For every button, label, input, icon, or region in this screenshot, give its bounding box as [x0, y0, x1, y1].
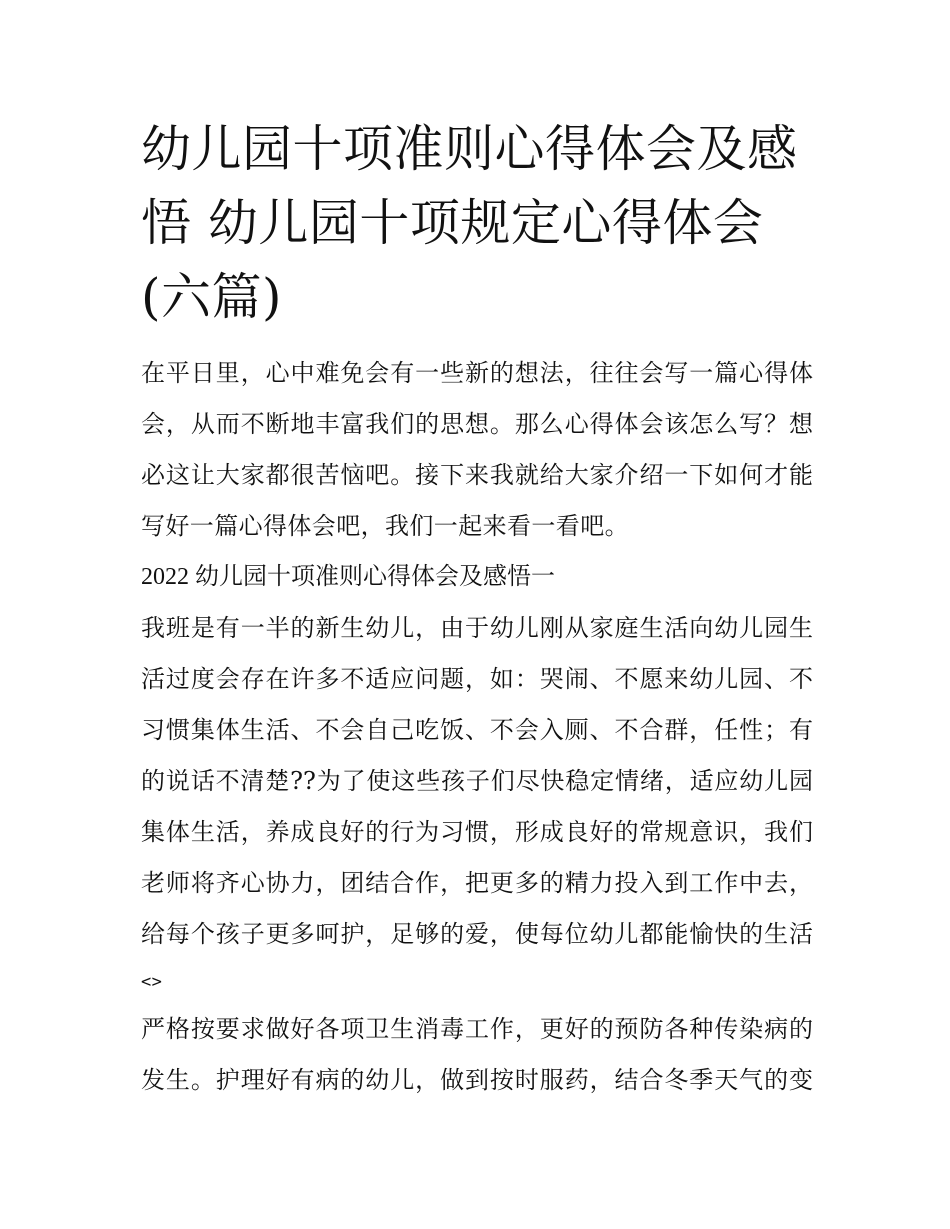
closing-line: 发生。护理好有病的幼儿，做到按时服药，结合冬季天气的变	[141, 1066, 813, 1094]
title-line: 悟 幼儿园十项规定心得体会	[141, 194, 764, 252]
section-line: 我班是有一半的新生幼儿，由于幼儿刚从家庭生活向幼儿园生	[141, 614, 813, 642]
document-body	[141, 348, 813, 1106]
title-line: 幼儿园十项准则心得体会及感	[141, 120, 798, 178]
intro-line: 必这让大家都很苦恼吧。接下来我就给大家介绍一下如何才能	[141, 461, 813, 489]
document-title	[141, 112, 813, 334]
intro-line: 会，从而不断地丰富我们的思想。那么心得体会该怎么写？想	[141, 410, 813, 438]
intro-line: 在平日里，心中难免会有一些新的想法，往往会写一篇心得体	[141, 359, 813, 387]
section-line: 的说话不清楚??为了使这些孩子们尽快稳定情绪，适应幼儿园	[141, 767, 813, 795]
intro-line: 写好一篇心得体会吧，我们一起来看一看吧。	[141, 512, 629, 540]
section-line: 活过度会存在许多不适应问题，如：哭闹、不愿来幼儿园、不	[141, 665, 813, 693]
section-heading: 2022 幼儿园十项准则心得体会及感悟一	[141, 564, 555, 590]
closing-line: 严格按要求做好各项卫生消毒工作，更好的预防各种传染病的	[141, 1015, 813, 1043]
section-line: 习惯集体生活、不会自己吃饭、不会入厕、不合群，任性；有	[141, 716, 813, 744]
section-line: 给每个孩子更多呵护，足够的爱，使每位幼儿都能愉快的生活	[141, 920, 813, 948]
title-line: (六篇)	[141, 268, 283, 326]
section-line: 集体生活，养成良好的行为习惯，形成良好的常规意识，我们	[141, 818, 813, 846]
section-line: 老师将齐心协力，团结合作，把更多的精力投入到工作中去，	[141, 869, 813, 897]
document-content	[141, 112, 813, 1106]
angle-bracket-marker: <>	[141, 972, 163, 992]
